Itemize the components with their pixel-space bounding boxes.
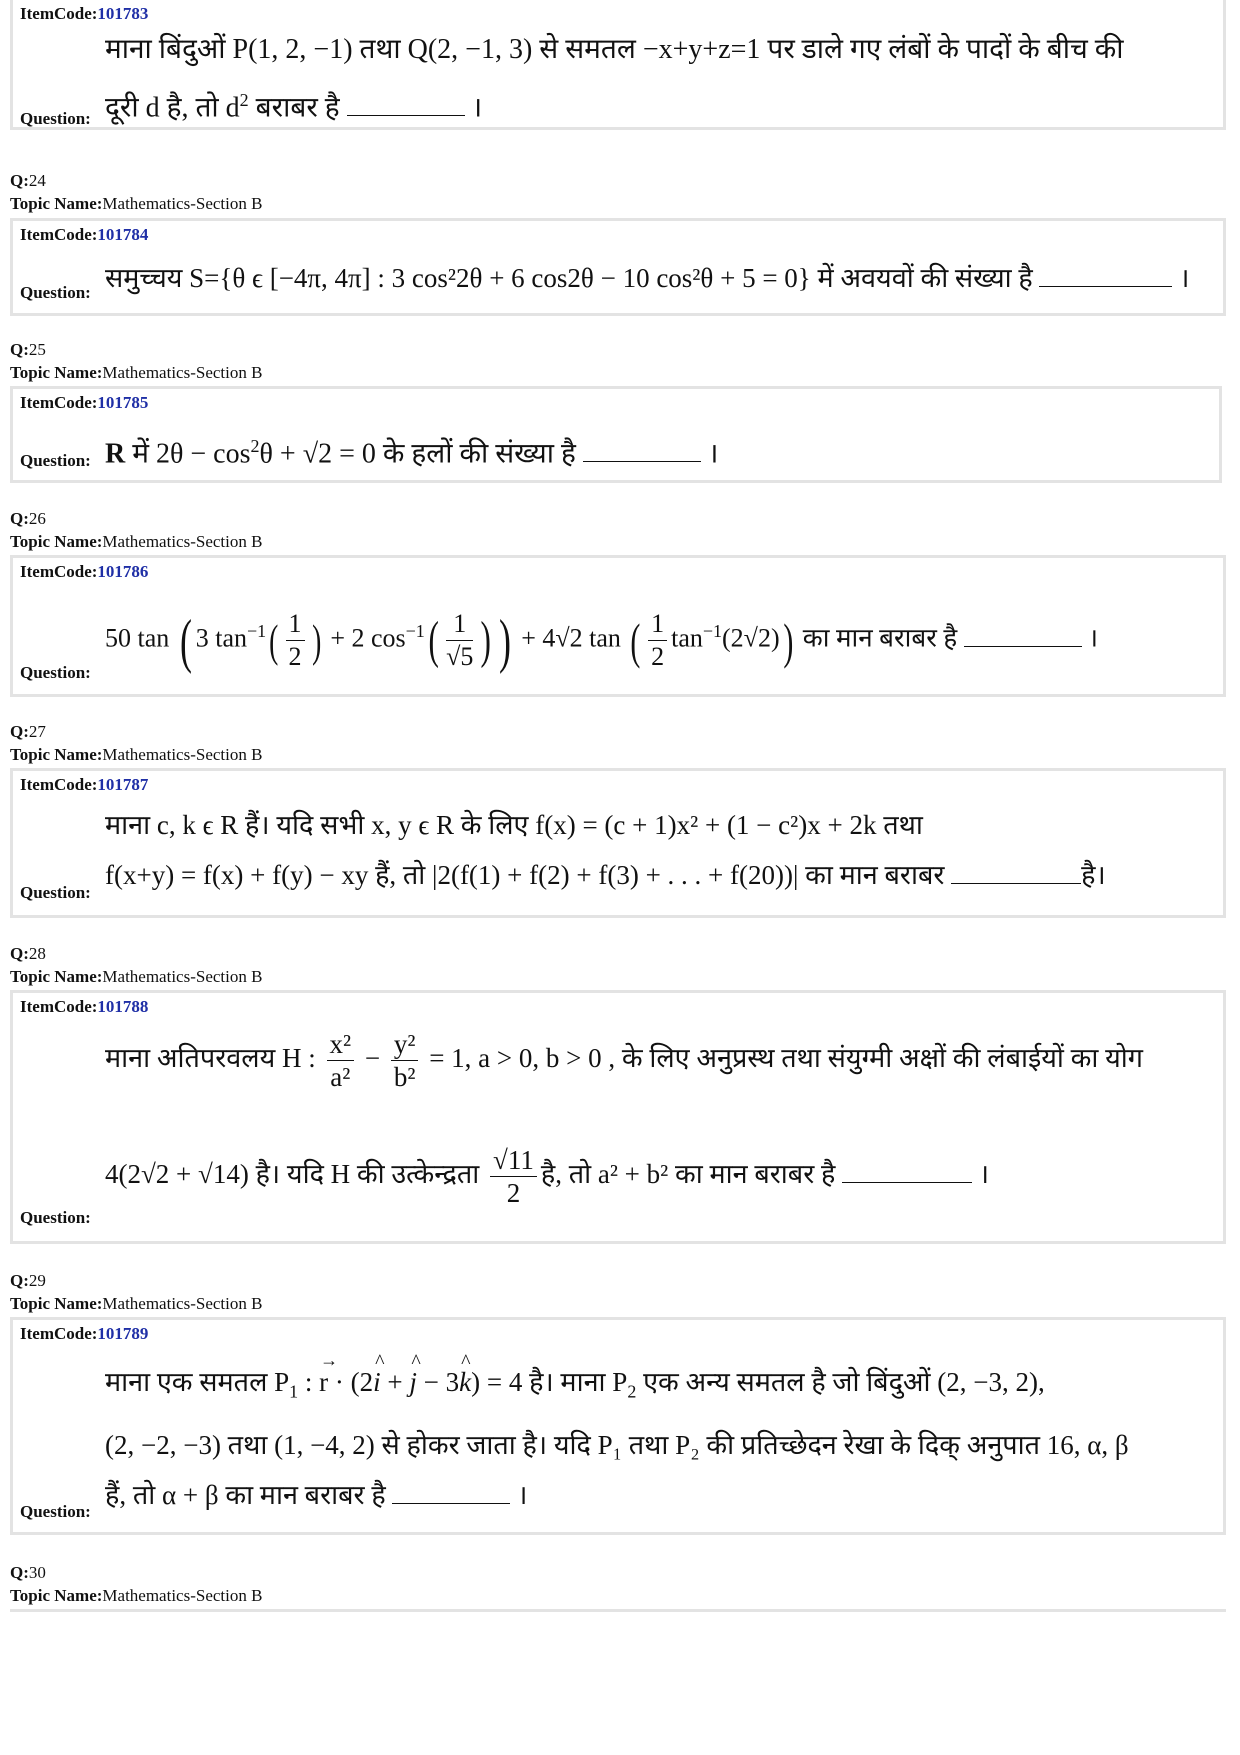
question-label: Question: (20, 883, 91, 902)
question-label: Question: (20, 109, 91, 128)
question-text-line: माना c, k ϵ R हैं। यदि सभी x, y ϵ R के लिए f(x) = (c + 1)x² + (1 − c²)x + 2k तथा (105, 810, 923, 840)
answer-blank (1039, 264, 1172, 287)
item-code: ItemCode:101784 (20, 225, 149, 244)
question-box-26 (10, 555, 1226, 697)
question-label: Question: (20, 283, 91, 302)
question-text-line: हैं, तो α + β का मान बराबर है । (105, 1480, 528, 1510)
question-label: Question: (20, 451, 91, 470)
answer-blank (964, 624, 1082, 647)
question-text-line: f(x+y) = f(x) + f(y) − xy हैं, तो |2(f(1) + f(2) + f(3) + . . . + f(20))| का मान बराबर है। (105, 860, 1106, 890)
question-text-line: माना एक समतल $P_1$ : → r · (2^ i + ^ j − 3^ k) = 4 है। माना $P_2$ एक अन्य समतल है जो बिंदुओं (2, −3, 2), (105, 1365, 1045, 1408)
answer-blank (951, 861, 1081, 884)
item-code: ItemCode:101789 (20, 1324, 149, 1343)
question-text-line: दूरी d है, तो $d^2$ बराबर है । (105, 90, 483, 124)
question-number: Q:24 (10, 171, 46, 190)
question-box-25 (10, 386, 1222, 483)
topic-name: Topic Name:Mathematics-Section B (10, 967, 263, 986)
topic-name: Topic Name:Mathematics-Section B (10, 363, 263, 382)
question-text-line: माना बिंदुओं P(1, 2, −1) तथा Q(2, −1, 3) से समतल −x+y+z=1 पर डाले गए लंबों के पादों के बीच की (105, 34, 1124, 65)
question-box-24 (10, 218, 1226, 316)
answer-blank (583, 439, 701, 462)
question-box-28 (10, 990, 1226, 1244)
item-code: ItemCode:101783 (20, 4, 149, 23)
topic-name: Topic Name:Mathematics-Section B (10, 745, 263, 764)
question-label: Question: (20, 1502, 91, 1521)
question-text-line: समुच्चय S={θ ϵ [−4π, 4π] : 3 cos²2θ + 6 cos2θ − 10 cos²θ + 5 = 0} में अवयवों की संख्या है । (105, 263, 1190, 293)
question-text-line: 50 tan ( 3 $\tan^{-1}$( $\frac{1}{2}$ ) + 2 $\cos^{-1}$( $\frac{1}{√5}$ ) ) + 4√2 tan ( $\frac{1}{2}$ $\tan^{-1}(2√2)$) का मान बराबर है । (105, 607, 1099, 674)
item-code: ItemCode:101785 (20, 393, 149, 412)
question-text-line: R में $2\theta - \cos^2\theta + √2 = 0$ के हलों की संख्या है । (105, 436, 719, 470)
item-code: ItemCode:101787 (20, 775, 149, 794)
topic-name: Topic Name:Mathematics-Section B (10, 1294, 263, 1313)
question-box-23 (10, 0, 1226, 130)
topic-name: Topic Name:Mathematics-Section B (10, 532, 263, 551)
topic-name: Topic Name:Mathematics-Section B (10, 1586, 263, 1605)
item-code: ItemCode:101786 (20, 562, 149, 581)
question-number: Q:28 (10, 944, 46, 963)
question-text-line: 4(2√2 + √14) है। यदि H की उत्केन्द्रता $\frac{√11}{2}$ है, तो a² + b² का मान बराबर है । (105, 1145, 990, 1209)
topic-name: Topic Name:Mathematics-Section B (10, 194, 263, 213)
section-divider (10, 1609, 1226, 1612)
question-label: Question: (20, 1208, 91, 1227)
question-box-27 (10, 768, 1226, 918)
question-text-line: (2, −2, −3) तथा (1, −4, 2) से होकर जाता है। यदि P₁ तथा P₂ की प्रतिच्छेदन रेखा के दिक् अनुपात 16, α, β (105, 1430, 1129, 1460)
question-number: Q:30 (10, 1563, 46, 1582)
answer-blank (347, 93, 465, 116)
answer-blank (392, 1481, 510, 1504)
item-code: ItemCode:101788 (20, 997, 149, 1016)
question-number: Q:29 (10, 1271, 46, 1290)
question-box-29 (10, 1317, 1226, 1535)
answer-blank (842, 1160, 972, 1183)
question-number: Q:25 (10, 340, 46, 359)
question-label: Question: (20, 663, 91, 682)
question-number: Q:26 (10, 509, 46, 528)
question-text-line: माना अतिपरवलय H : $\frac{\text{x²}}{\text{a²}}$ − $\frac{\text{y²}}{\text{b²}}$ = 1, a > 0, b > 0 , के लिए अनुप्रस्थ तथा संयुग्मी अक्षों की लंबाईयों का योग (105, 1029, 1143, 1093)
question-number: Q:27 (10, 722, 46, 741)
